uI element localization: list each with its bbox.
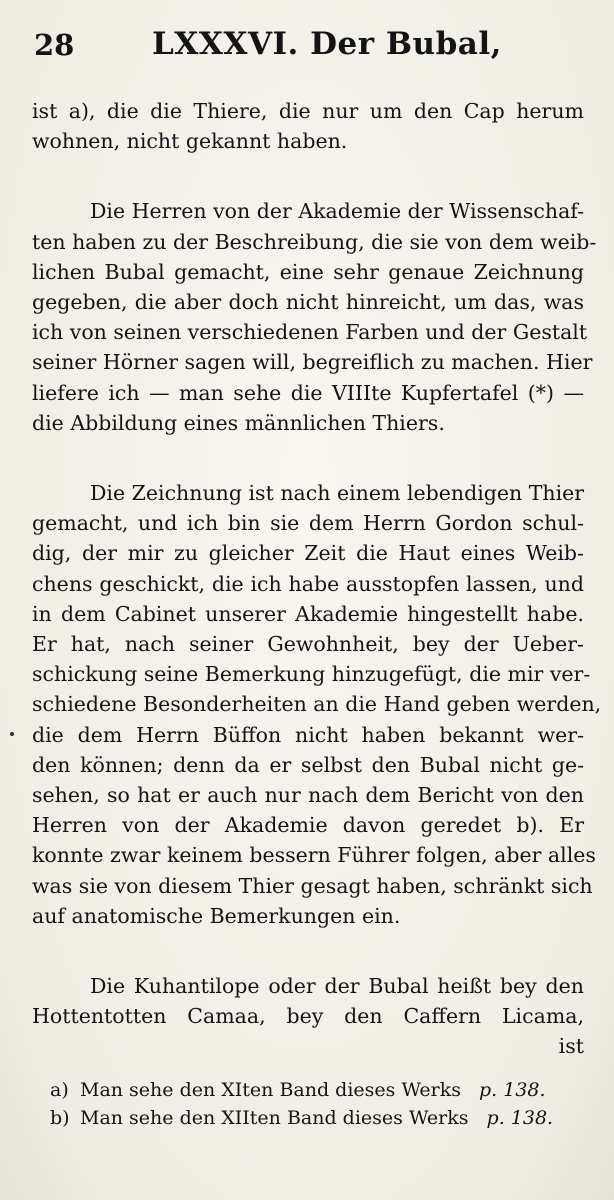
paragraph-2 bbox=[32, 196, 597, 438]
footnote-mark: b) bbox=[50, 1107, 70, 1129]
footnote-text: Man sehe den XIten Band dieses Werks bbox=[80, 1079, 462, 1101]
text-line: sehen, so hat er auch nur nach dem Bericht von den bbox=[32, 783, 584, 808]
text-line: schickung seine Bemerkung hinzugefügt, die mir ver- bbox=[32, 662, 591, 687]
text-line: die dem Herrn Büffon nicht haben bekannt wer- bbox=[32, 722, 584, 747]
text-line: Er hat, nach seiner Gewohnheit, bey der Ueber- bbox=[32, 632, 584, 657]
body-text bbox=[32, 96, 602, 1062]
text-line: Die Kuhantilope oder der Bubal heißt bey den bbox=[90, 974, 584, 999]
text-line: den können; denn da er selbst den Bubal nicht ge- bbox=[32, 752, 584, 777]
text-line: ten haben zu der Beschreibung, die sie von dem weib- bbox=[32, 229, 597, 254]
text-line: chens geschickt, die ich habe ausstopfen lassen, und bbox=[32, 571, 584, 596]
paragraph-1 bbox=[32, 96, 584, 156]
footnote-a bbox=[50, 1076, 578, 1104]
text-line: konnte zwar keinem bessern Führer folgen, aber alles bbox=[32, 843, 596, 868]
text-line: Herren von der Akademie davon geredet b). Er bbox=[32, 813, 584, 838]
text-line: seiner Hörner sagen will, begreiflich zu machen. Hier bbox=[32, 350, 593, 375]
text-line: was sie von diesem Thier gesagt haben, schränkt sich bbox=[32, 873, 593, 898]
text-line: lichen Bubal gemacht, eine sehr genaue Zeichnung bbox=[32, 259, 584, 284]
footnotes bbox=[50, 1076, 578, 1132]
footnote-b bbox=[50, 1104, 578, 1132]
text-line: liefere ich — man sehe die VIIIte Kupfertafel (*) — bbox=[32, 380, 584, 405]
text-line: gegeben, die aber doch nicht hinreicht, um das, was bbox=[32, 290, 584, 315]
running-title: LXXXVI. Der Bubal, bbox=[152, 26, 502, 62]
text-line: dig, der mir zu gleicher Zeit die Haut eines Weib- bbox=[32, 541, 584, 566]
footnote-page-ref: p. 138. bbox=[479, 1079, 546, 1101]
footnote-mark: a) bbox=[50, 1079, 69, 1101]
text-line: Die Zeichnung ist nach einem lebendigen Thier bbox=[90, 481, 585, 506]
text-line: Die Herren von der Akademie der Wissenschaf- bbox=[90, 199, 585, 224]
margin-ink-dot bbox=[10, 732, 14, 736]
text-line: auf anatomische Bemerkungen ein. bbox=[32, 903, 401, 928]
text-line: ist a), die die Thiere, die nur um den Cap herum bbox=[32, 99, 584, 123]
text-line: ich von seinen verschiedenen Farben und der Gestalt bbox=[32, 320, 588, 345]
footnote-page-ref: p. 138. bbox=[486, 1107, 554, 1129]
text-line: Hottentotten Camaa, bey den Caffern Licama, bbox=[32, 1004, 584, 1029]
text-line: gemacht, und ich bin sie dem Herrn Gordon schul- bbox=[32, 511, 584, 536]
text-line: in dem Cabinet unserer Akademie hingestellt habe. bbox=[32, 601, 584, 626]
paragraph-4 bbox=[32, 971, 584, 1031]
catchword: ist bbox=[558, 1034, 584, 1059]
text-line: schiedene Besonderheiten an die Hand geben werden, bbox=[32, 692, 602, 717]
footnote-text: Man sehe den XIIten Band dieses Werks bbox=[80, 1107, 469, 1129]
page-number: 28 bbox=[34, 28, 75, 62]
paragraph-3 bbox=[32, 478, 602, 931]
text-line: wohnen, nicht gekannt haben. bbox=[32, 129, 348, 154]
page-header bbox=[34, 24, 580, 68]
text-line: die Abbildung eines männlichen Thiers. bbox=[32, 410, 445, 435]
